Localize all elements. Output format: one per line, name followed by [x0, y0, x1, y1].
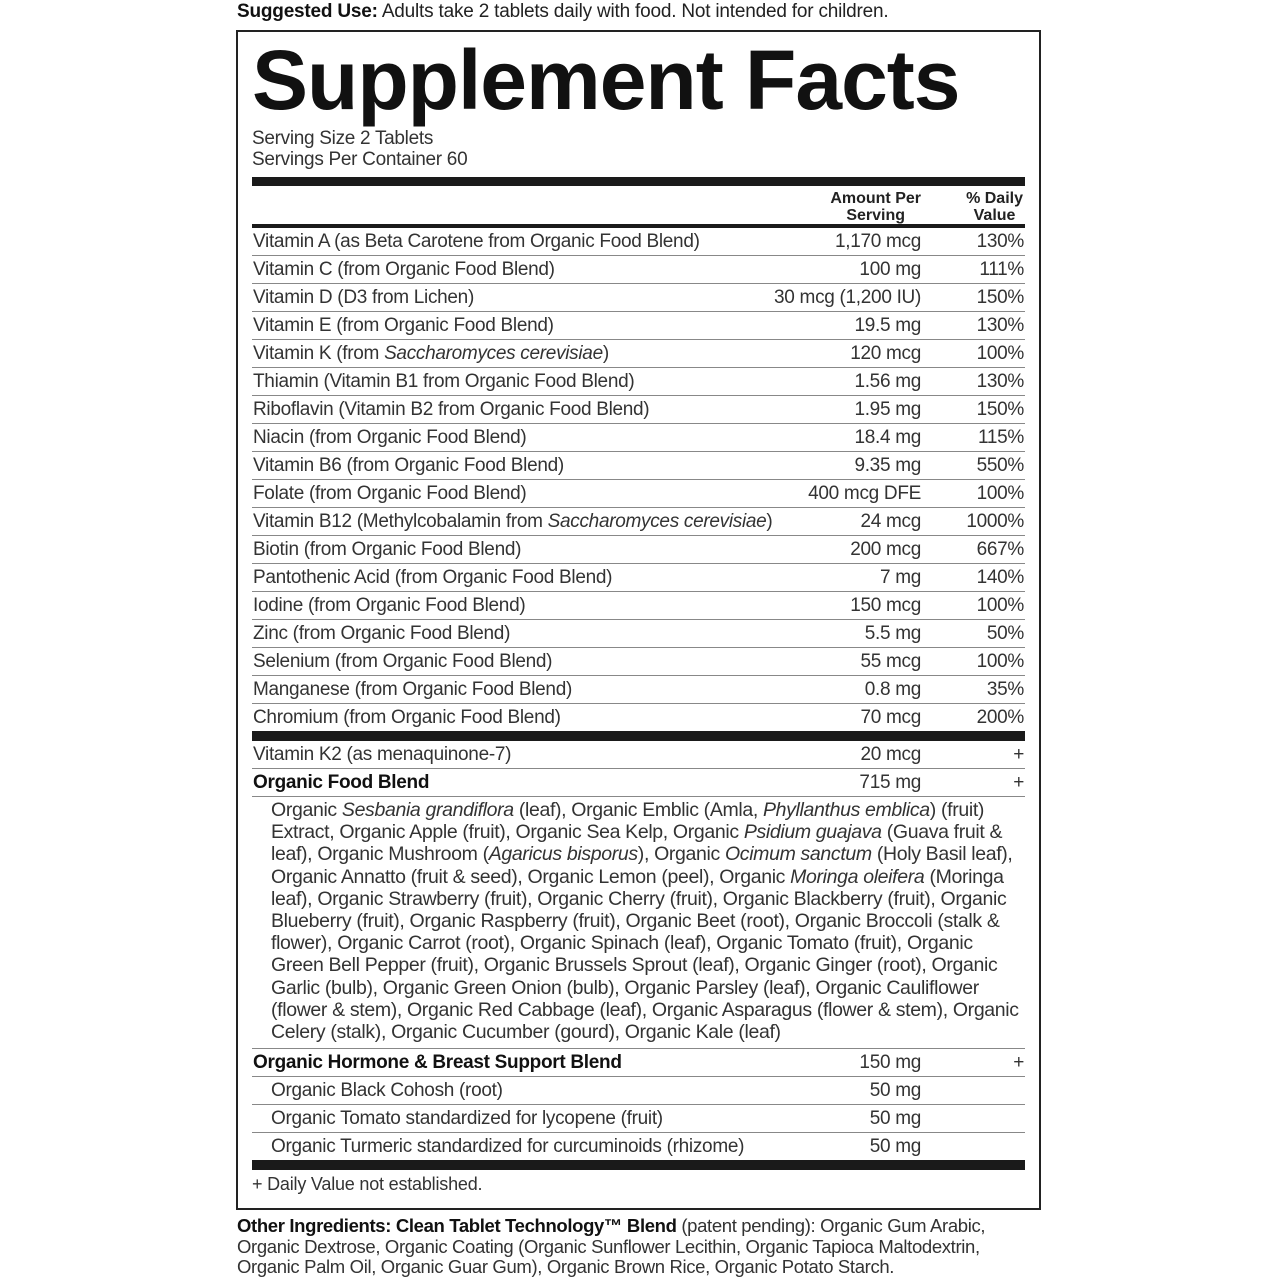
nutrient-name: Vitamin B6 (from Organic Food Blend): [253, 455, 564, 476]
nutrient-row: [252, 592, 1025, 620]
item-amount: 50 mg: [869, 1080, 921, 1102]
nutrient-name: Manganese (from Organic Food Blend): [253, 679, 572, 700]
nutrient-dv: 100%: [976, 343, 1024, 364]
suggested-use: Suggested Use: Adults take 2 tablets daily with food. Not intended for children.: [237, 1, 889, 22]
item-name: Organic Tomato standardized for lycopene (fruit): [271, 1108, 663, 1130]
nutrient-row: [252, 508, 1025, 536]
nutrient-amount: 5.5 mg: [864, 623, 921, 644]
nutrient-row: [252, 648, 1025, 676]
nutrient-row: [252, 676, 1025, 704]
nutrient-name: Iodine (from Organic Food Blend): [253, 595, 526, 616]
dv-header: % Daily Value: [966, 190, 1023, 224]
nutrient-name: Niacin (from Organic Food Blend): [253, 427, 527, 448]
item-name: Organic Black Cohosh (root): [271, 1080, 503, 1102]
serving-info: [252, 128, 1025, 170]
nutrient-name: Riboflavin (Vitamin B2 from Organic Food Blend): [253, 399, 650, 420]
nutrient-row: [252, 284, 1025, 312]
nutrient-name: Vitamin K (from Saccharomyces cerevisiae): [253, 343, 609, 364]
footnote: + Daily Value not established.: [252, 1174, 483, 1195]
nutrient-row: [252, 340, 1025, 368]
nutrient-name: Vitamin D (D3 from Lichen): [253, 287, 474, 308]
hormone-blend-items: [252, 1077, 1025, 1160]
divider: [252, 731, 1025, 741]
nutrient-name: Biotin (from Organic Food Blend): [253, 539, 522, 560]
nutrient-name: Selenium (from Organic Food Blend): [253, 651, 553, 672]
nutrient-amount: 70 mcg: [860, 707, 921, 728]
nutrient-dv: 130%: [976, 231, 1024, 252]
nutrient-amount: 1,170 mcg: [834, 231, 921, 252]
serving-size: Serving Size 2 Tablets: [252, 128, 434, 149]
item-amount: 50 mg: [869, 1108, 921, 1130]
hormone-blend-row: Organic Hormone & Breast Support Blend 150 mg +: [252, 1049, 1025, 1077]
nutrient-row: [252, 368, 1025, 396]
panel-title: Supplement Facts: [252, 33, 960, 127]
nutrient-dv: 140%: [976, 567, 1024, 588]
divider: [252, 177, 1025, 186]
nutrient-amount: 0.8 mg: [864, 679, 921, 700]
supplement-facts-panel: [236, 30, 1041, 1210]
item-name: Organic Turmeric standardized for curcuminoids (rhizome): [271, 1136, 745, 1158]
blend-item-row: [252, 1105, 1025, 1133]
item-amount: 50 mg: [869, 1136, 921, 1158]
nutrient-dv: 100%: [976, 595, 1024, 616]
nutrient-amount: 55 mcg: [860, 651, 921, 672]
nutrient-dv: 111%: [979, 259, 1024, 280]
nutrient-row: [252, 564, 1025, 592]
nutrient-dv: 550%: [976, 455, 1024, 476]
nutrient-amount: 7 mg: [879, 567, 921, 588]
nutrient-amount: 120 mcg: [850, 343, 921, 364]
nutrient-row-k2: Vitamin K2 (as menaquinone-7) 20 mcg +: [252, 741, 1025, 769]
nutrient-dv: 35%: [986, 679, 1024, 700]
nutrient-name: Thiamin (Vitamin B1 from Organic Food Blend): [253, 371, 635, 392]
nutrient-amount: 30 mcg (1,200 IU): [774, 287, 921, 308]
nutrient-dv: 150%: [976, 399, 1024, 420]
nutrient-name: Vitamin C (from Organic Food Blend): [253, 259, 555, 280]
nutrient-dv: 150%: [976, 287, 1024, 308]
food-blend-ingredients: Organic Sesbania grandiflora (leaf), Organic Emblic (Amla, Phyllanthus emblica) (fruit) Extract, Organic Apple (fruit), Organic Sea Kelp, Organic Psidium guajava (Guava fruit & leaf), Organic Mushroom (Agaricus bisporus), Organic Ocimum sanctum (Holy Basil leaf), Organic Annatto (fruit & seed), Organic Lemon (peel), Organic Moringa oleifera (Moringa leaf), Organic Strawberry (fruit), Organic Cherry (fruit), Organic Blackberry (fruit), Organic Blueberry (fruit), Organic Raspberry (fruit), Organic Beet (root), Organic Broccoli (stalk & flower), Organic Carrot (root), Organic Spinach (leaf), Organic Tomato (fruit), Organic Green Bell Pepper (fruit), Organic Brussels Sprout (leaf), Organic Ginger (root), Organic Garlic (bulb), Organic Green Onion (bulb), Organic Parsley (leaf), Organic Cauliflower (flower & stem), Organic Red Cabbage (leaf), Organic Asparagus (flower & stem), Organic Celery (stalk), Organic Cucumber (gourd), Organic Kale (leaf): [252, 797, 1025, 1049]
nutrient-dv: 130%: [976, 315, 1024, 336]
nutrient-row: [252, 424, 1025, 452]
nutrient-amount: 19.5 mg: [854, 315, 921, 336]
nutrient-row: [252, 536, 1025, 564]
nutrient-amount: 1.95 mg: [854, 399, 921, 420]
nutrient-amount: 100 mg: [859, 259, 921, 280]
nutrient-row: [252, 396, 1025, 424]
nutrient-dv: 50%: [986, 623, 1024, 644]
nutrient-name: Zinc (from Organic Food Blend): [253, 623, 511, 644]
food-blend-row: Organic Food Blend 715 mg +: [252, 769, 1025, 797]
nutrient-row: [252, 228, 1025, 256]
servings-per-container: Servings Per Container 60: [252, 149, 468, 170]
other-ingredients: Other Ingredients: Clean Tablet Technology™ Blend (patent pending): Organic Gum Arabic, Organic Dextrose, Organic Coating (Organic Sunflower Lecithin, Organic Tapioca Maltodextrin, Organic Palm Oil, Organic Guar Gum), Organic Brown Rice, Organic Potato Starch.: [237, 1215, 986, 1277]
nutrient-name: Chromium (from Organic Food Blend): [253, 707, 561, 728]
nutrient-dv: 667%: [976, 539, 1024, 560]
nutrient-amount: 200 mcg: [850, 539, 921, 560]
nutrient-dv: 115%: [978, 427, 1024, 448]
blend-item-row: [252, 1133, 1025, 1160]
nutrient-amount: 24 mcg: [860, 511, 921, 532]
nutrient-dv: 200%: [976, 707, 1024, 728]
nutrient-dv: 1000%: [966, 511, 1024, 532]
nutrient-row: [252, 704, 1025, 731]
nutrient-name: Pantothenic Acid (from Organic Food Blend): [253, 567, 613, 588]
nutrient-row: [252, 452, 1025, 480]
nutrient-row: [252, 480, 1025, 508]
nutrient-row: [252, 620, 1025, 648]
column-header: [252, 186, 1025, 224]
nutrient-row: [252, 256, 1025, 284]
blend-item-row: [252, 1077, 1025, 1105]
nutrient-dv: 100%: [976, 651, 1024, 672]
nutrient-amount: 18.4 mg: [854, 427, 921, 448]
nutrient-name: Vitamin A (as Beta Carotene from Organic Food Blend): [253, 231, 700, 252]
amount-header: Amount Per Serving: [830, 190, 921, 224]
nutrient-amount: 1.56 mg: [854, 371, 921, 392]
nutrient-name: Vitamin E (from Organic Food Blend): [253, 315, 554, 336]
nutrient-row: [252, 312, 1025, 340]
nutrient-dv: 100%: [976, 483, 1024, 504]
nutrient-name: Folate (from Organic Food Blend): [253, 483, 527, 504]
divider: [252, 1160, 1025, 1170]
nutrient-amount: 150 mcg: [850, 595, 921, 616]
nutrient-amount: 9.35 mg: [854, 455, 921, 476]
nutrient-dv: 130%: [976, 371, 1024, 392]
vitamin-list: [252, 228, 1025, 731]
nutrient-amount: 400 mcg DFE: [808, 483, 921, 504]
nutrient-name: Vitamin B12 (Methylcobalamin from Saccharomyces cerevisiae): [253, 511, 773, 532]
